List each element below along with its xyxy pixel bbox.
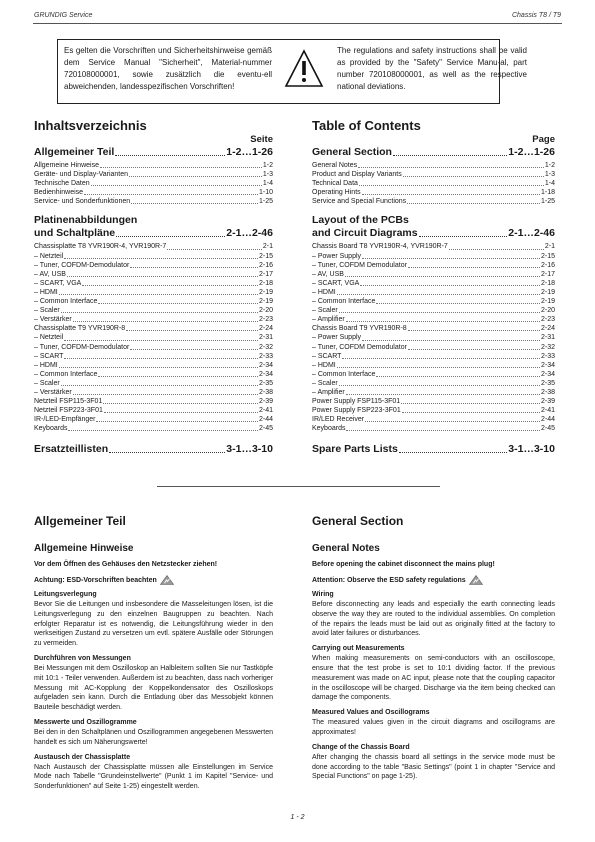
- notes-list: [34, 591, 273, 792]
- toc-entry-page: 2-31: [540, 334, 555, 342]
- toc-entry-leader: [104, 412, 258, 413]
- toc-entry[interactable]: [34, 333, 273, 342]
- note-heading: Durchführen von Messungen: [34, 654, 131, 662]
- toc-entry-page: 1-4: [544, 180, 555, 188]
- toc-entry[interactable]: [312, 379, 555, 388]
- toc-section[interactable]: [34, 443, 273, 456]
- toc-entry[interactable]: [312, 406, 555, 415]
- toc-entry-leader: [98, 376, 258, 377]
- toc-entry[interactable]: [312, 288, 555, 297]
- toc-entry-leader: [449, 249, 544, 250]
- toc-entry-page: 2-1: [262, 243, 273, 251]
- toc-entry-leader: [103, 403, 258, 404]
- mains-plug-warning: Before opening the cabinet disconnect the mains plug!: [312, 561, 495, 568]
- toc-entry-page: 2-41: [258, 407, 273, 415]
- toc-section[interactable]: [34, 146, 273, 159]
- header-brand: GRUNDIG Service: [34, 12, 93, 19]
- note-text: After changing the chassis board all settings in the service mode must be done according to the table "Basic Settings" (point 1 in chapter "Service and Special Functions" on page 1-25).: [312, 753, 555, 781]
- toc-page-label: Seite: [250, 134, 273, 145]
- toc-entry[interactable]: [34, 406, 273, 415]
- toc-entry-leader: [337, 367, 540, 368]
- toc-entry-title: General Notes: [312, 162, 358, 169]
- section-subtitle: General Notes: [312, 543, 380, 554]
- toc-entry-page: 2-18: [258, 279, 273, 287]
- toc-section-pages: 2-1…2-46: [508, 227, 555, 240]
- toc-entry-leader: [362, 194, 540, 195]
- toc-entry-title: IR-/LED-Empfänger: [34, 416, 96, 424]
- toc-entry-page: 2-38: [540, 388, 555, 396]
- toc-section-pages: 3-1…3-10: [226, 443, 273, 456]
- toc-section-title-line1: Layout of the PCBs: [312, 214, 409, 227]
- warning-text-de: Es gelten die Vorschriften und Sicherheitshinweise gemäß dem Service Manual "Sicherheit", Material-nummer 720108000001, sowie zusätzlich die eventu-ell abweichenden, landesspezifischen Vorschriften!: [64, 46, 272, 91]
- toc-entry-leader: [126, 330, 258, 331]
- toc-entry-title: – Amplifier: [312, 316, 345, 324]
- toc-entry[interactable]: [34, 242, 273, 251]
- toc-entry-page: 2-23: [540, 316, 555, 324]
- toc-section-pages: 2-1…2-46: [226, 227, 273, 240]
- toc-entry[interactable]: [312, 188, 555, 197]
- toc-entry-page: 2-35: [258, 379, 273, 387]
- toc-entry-leader: [59, 367, 258, 368]
- toc-entry-title: – Common Interface: [34, 298, 98, 306]
- toc-entry[interactable]: [312, 270, 555, 279]
- toc-entry[interactable]: [312, 333, 555, 342]
- toc-section-pages: 1-2…1-26: [226, 146, 273, 158]
- toc-entry-leader: [64, 340, 258, 341]
- toc-entry-leader: [67, 276, 258, 277]
- toc-entry-page: 1-25: [258, 198, 273, 206]
- esd-attention-text: Achtung: ESD-Vorschriften beachten: [34, 576, 157, 584]
- esd-hand-icon: [469, 575, 483, 585]
- toc-section-title: Spare Parts Lists: [312, 443, 398, 456]
- toc-entry-leader: [131, 203, 258, 204]
- toc-entry-page: 2-19: [540, 298, 555, 306]
- toc-entry-title: Chassis Board T8 YVR190R-4, YVR190R-7: [312, 243, 448, 251]
- toc-entry-title: – Common Interface: [312, 298, 376, 306]
- note-text: Bevor Sie die Leitungen und insbesondere die Masseleitungen lösen, ist die Leitungsverlegung zu den einzelnen Baugruppen zu beachten. Nach erfolgter Reparatur ist es notwendig, die Leitungsführung wieder in den werkseitigen Zustand zu versetzen um evtl. spätere Ausfälle oder Störungen zu vermeiden.: [34, 601, 273, 648]
- toc-entry[interactable]: [312, 179, 555, 188]
- toc-entry-title: – SCART, VGA: [34, 279, 82, 287]
- header-chassis: Chassis T8 / T9: [511, 12, 561, 19]
- toc-entry[interactable]: [34, 261, 273, 270]
- warning-text-en: The regulations and safety instructions shall be valid as provided by the "Safety" Service Manu-al, part number 720108000001, as well as the respective national deviations.: [337, 46, 527, 91]
- toc-list: [312, 161, 555, 206]
- toc-entry-title: Geräte- und Display-Varianten: [34, 171, 129, 179]
- toc-entry-page: 1-3: [262, 171, 273, 179]
- toc-entry[interactable]: [34, 161, 273, 170]
- toc-entry-page: 2-16: [258, 261, 273, 269]
- esd-attention: [34, 575, 273, 585]
- toc-entry[interactable]: [34, 279, 273, 288]
- toc-entry-title: – Scaler: [34, 379, 60, 387]
- toc-entry-title: – HDMI: [312, 288, 336, 296]
- toc-entry-page: 2-33: [258, 352, 273, 360]
- note-text: Nach Austausch der Chassisplatte müssen alle Einstellungen im Service Mode nach Tabelle "Grundeinstellwerte" (Punkt 1 im Kapitel "Service- und Sonderfunktionen" auf Seite 1-25) eingestellt werden.: [34, 763, 273, 791]
- toc-section-title: General Section: [312, 146, 392, 158]
- toc-entry-page: 2-32: [540, 343, 555, 351]
- toc-entry[interactable]: [312, 297, 555, 306]
- toc-entry-title: Service- und Sonderfunktionen: [34, 198, 131, 206]
- toc-title: Inhaltsverzeichnis: [34, 118, 147, 133]
- note-heading: Wiring: [312, 591, 334, 598]
- toc-entry-title: – Netzteil: [34, 334, 64, 342]
- toc-entry-page: 1-3: [544, 171, 555, 179]
- toc-section[interactable]: [34, 227, 273, 240]
- toc-entry-title: Netzteil FSP223-3F01: [34, 407, 103, 415]
- toc-entry-page: 2-41: [540, 407, 555, 415]
- toc-entry[interactable]: [34, 179, 273, 188]
- toc-title: Table of Contents: [312, 118, 421, 133]
- toc-entry-page: 2-16: [540, 261, 555, 269]
- toc-entry-page: 2-18: [540, 279, 555, 287]
- toc-section[interactable]: [312, 146, 555, 159]
- toc-entry[interactable]: [312, 279, 555, 288]
- toc-entry-page: 2-45: [258, 425, 273, 433]
- toc-entry-page: 1-18: [540, 189, 555, 197]
- toc-entry-leader: [362, 258, 540, 259]
- toc-entry-title: – SCART: [34, 352, 64, 360]
- toc-entry[interactable]: [312, 261, 555, 270]
- toc-entry-title: – HDMI: [34, 361, 58, 369]
- section-title: Allgemeiner Teil: [34, 514, 126, 528]
- toc-entry[interactable]: [312, 352, 555, 361]
- toc-entry-title: Technische Daten: [34, 180, 90, 188]
- toc-entry-page: 2-15: [540, 252, 555, 260]
- toc-entry-leader: [73, 394, 258, 395]
- toc-entry[interactable]: [312, 306, 555, 315]
- toc-section-title-line1: Platinenabbildungen: [34, 214, 138, 227]
- toc-entry-title: – Tuner, COFDM Demodulator: [312, 343, 407, 351]
- toc-list: [34, 161, 273, 206]
- note-text: Before disconnecting any leads and especially the earth connecting leads observe the way they are routed to the individual assemblies. On completion of the repairs the leads must be laid out as originally fitted at the factory to avoid later failures or disturbances.: [312, 601, 555, 638]
- toc-entry-title: Power Supply FSP115-3F01: [312, 398, 401, 406]
- toc-entry-title: – Scaler: [312, 307, 338, 315]
- toc-entry-title: Product and Display Variants: [312, 171, 402, 179]
- safety-warning-box: [57, 39, 527, 104]
- toc-entry-title: – Scaler: [312, 379, 338, 387]
- toc-entry-leader: [376, 303, 540, 304]
- toc-entry-page: 1-2: [262, 162, 273, 169]
- note-heading: Carrying out Measurements: [312, 645, 405, 653]
- toc-entry-page: 2-17: [540, 270, 555, 278]
- toc-german: [34, 118, 273, 456]
- toc-section[interactable]: [312, 227, 555, 240]
- toc-entry[interactable]: [312, 170, 555, 179]
- toc-entry-title: – SCART, VGA: [312, 279, 360, 287]
- toc-entry-title: – AV, USB: [312, 270, 344, 278]
- toc-entry-page: 2-39: [540, 398, 555, 406]
- toc-entry[interactable]: [34, 424, 273, 433]
- toc-entry-leader: [342, 358, 540, 359]
- toc-entry-leader: [359, 185, 544, 186]
- toc-entry-title: – Tuner, COFDM Demodulator: [312, 261, 407, 269]
- toc-entry-title: – SCART: [312, 352, 342, 360]
- toc-entry[interactable]: [34, 288, 273, 297]
- toc-entry-leader: [59, 294, 258, 295]
- note-text: Bei den in den Schaltplänen und Oszillogrammen angegebenen Messwerten handelt es sich um Näherungswerte!: [34, 728, 273, 746]
- toc-entry-title: Chassis Board T9 YVR190R-8: [312, 325, 407, 333]
- toc-entry-page: 1-25: [540, 198, 555, 206]
- toc-entry-page: 2-32: [258, 343, 273, 351]
- toc-entry-leader: [408, 349, 540, 350]
- toc-section-pages: 3-1…3-10: [508, 443, 555, 456]
- toc-entry[interactable]: [34, 252, 273, 261]
- page-number: 1 - 2: [290, 814, 305, 821]
- toc-entry-leader: [130, 349, 258, 350]
- toc-entry[interactable]: [34, 343, 273, 352]
- toc-entry-title: Netzteil FSP115-3F01: [34, 398, 103, 406]
- toc-entry-title: – Tuner, COFDM-Demodulator: [34, 261, 130, 269]
- esd-attention-text: Attention: Observe the ESD safety regulations: [312, 576, 466, 584]
- toc-entry-leader: [64, 258, 258, 259]
- toc-entry-title: – AV, USB: [34, 270, 66, 278]
- toc-entry-page: 2-39: [258, 398, 273, 406]
- toc-entry-title: Technical Data: [312, 180, 358, 188]
- toc-entry-page: 2-38: [258, 388, 273, 396]
- toc-entry-leader: [345, 276, 540, 277]
- warning-triangle-icon: [284, 49, 324, 89]
- notes-list: [312, 591, 555, 782]
- toc-entry-leader: [96, 421, 258, 422]
- toc-entry-title: Keyboards: [34, 425, 68, 433]
- toc-entry[interactable]: [34, 415, 273, 424]
- toc-page-label: Page: [532, 134, 555, 145]
- toc-entry-page: 2-33: [540, 352, 555, 360]
- toc-entry[interactable]: [312, 161, 555, 170]
- toc-entry[interactable]: [312, 343, 555, 352]
- toc-entry[interactable]: [34, 270, 273, 279]
- toc-entry[interactable]: [312, 242, 555, 251]
- toc-entry-leader: [167, 249, 262, 250]
- mains-plug-warning: Vor dem Öffnen des Gehäuses den Netzstecker ziehen!: [34, 561, 218, 568]
- toc-entry-page: 1-10: [258, 189, 273, 197]
- toc-entry-leader: [408, 330, 540, 331]
- toc-entry-page: 2-20: [258, 307, 273, 315]
- toc-section[interactable]: [312, 443, 555, 456]
- section-divider: [157, 486, 440, 487]
- toc-entry-leader: [337, 294, 540, 295]
- toc-entry[interactable]: [312, 324, 555, 333]
- toc-entry-leader: [100, 167, 262, 168]
- toc-entry[interactable]: [34, 188, 273, 197]
- toc-entry-page: 2-1: [544, 243, 555, 251]
- toc-entry-leader: [407, 203, 540, 204]
- toc-entry-leader: [346, 430, 540, 431]
- toc-entry[interactable]: [312, 415, 555, 424]
- toc-entry-page: 2-45: [540, 425, 555, 433]
- toc-entry-leader: [91, 185, 262, 186]
- toc-entry-title: Operating Hints: [312, 189, 361, 197]
- general-section-english: [312, 514, 555, 782]
- header-divider: [33, 23, 562, 24]
- toc-entry-leader: [129, 176, 262, 177]
- toc-entry-leader: [61, 385, 258, 386]
- toc-entry-page: 2-23: [258, 316, 273, 324]
- toc-entry-title: IR/LED Receiver: [312, 416, 365, 424]
- toc-entry-leader: [376, 376, 540, 377]
- toc-entry-page: 2-19: [258, 288, 273, 296]
- toc-section-title: und Schaltpläne: [34, 227, 116, 240]
- toc-entry-leader: [130, 267, 258, 268]
- toc-entry-title: Power Supply FSP223-3F01: [312, 407, 401, 415]
- toc-entry-leader: [365, 421, 540, 422]
- toc-entry[interactable]: [312, 424, 555, 433]
- toc-entry-title: Chassisplatte T9 YVR190R-8: [34, 325, 126, 333]
- toc-entry-title: Keyboards: [312, 425, 346, 433]
- toc-entry-leader: [403, 176, 544, 177]
- toc-entry-leader: [98, 303, 258, 304]
- toc-entry-title: Allgemeine Hinweise: [34, 162, 99, 169]
- toc-entry-leader: [61, 312, 258, 313]
- toc-list: [34, 242, 273, 433]
- toc-entry-title: – Tuner, COFDM-Demodulator: [34, 343, 130, 351]
- toc-entry-leader: [84, 194, 258, 195]
- toc-entry-title: – Netzteil: [34, 252, 64, 260]
- toc-entry-page: 2-34: [258, 361, 273, 369]
- toc-entry[interactable]: [312, 252, 555, 261]
- toc-entry-title: Chassisplatte T8 YVR190R-4, YVR190R-7: [34, 243, 167, 251]
- note-heading: Leitungsverlegung: [34, 591, 97, 598]
- toc-entry-title: – Common Interface: [312, 370, 376, 378]
- toc-entry-leader: [346, 321, 540, 322]
- toc-entry[interactable]: [34, 170, 273, 179]
- toc-entry[interactable]: [34, 352, 273, 361]
- toc-entry-leader: [358, 167, 544, 168]
- toc-entry-page: 1-2: [544, 162, 555, 169]
- toc-entry-title: – Common Interface: [34, 370, 98, 378]
- toc-list: [312, 242, 555, 433]
- toc-entry-title: – HDMI: [312, 361, 336, 369]
- note-text: When making measurements on semi-conductors with an oscilloscope, ensure that the test probe is set to 10:1 dividing factor. If the previous measurement was made on AC input, please note that the coupling capacitor in the oscilloscope will be charged. Discharge via the item being checked can damage the components.: [312, 655, 555, 702]
- toc-entry-title: – Verstärker: [34, 388, 72, 396]
- general-section-german: [34, 514, 273, 792]
- toc-entry[interactable]: [34, 197, 273, 206]
- toc-entry-leader: [339, 312, 540, 313]
- toc-entry[interactable]: [312, 315, 555, 324]
- toc-entry-page: 2-19: [258, 298, 273, 306]
- note-heading: Austausch der Chassisplatte: [34, 753, 131, 761]
- note-text: The measured values given in the circuit diagrams and oscillograms are approximates!: [312, 719, 555, 736]
- toc-entry-leader: [408, 267, 540, 268]
- toc-entry-leader: [73, 321, 258, 322]
- toc-entry[interactable]: [312, 397, 555, 406]
- toc-entry-page: 2-34: [540, 361, 555, 369]
- toc-section-title: Ersatzteillisten: [34, 443, 109, 456]
- toc-entry[interactable]: [312, 388, 555, 397]
- section-subtitle: Allgemeine Hinweise: [34, 543, 134, 554]
- toc-entry-page: 2-44: [540, 416, 555, 424]
- toc-entry-title: – Verstärker: [34, 316, 72, 324]
- toc-entry[interactable]: [312, 361, 555, 370]
- toc-entry-title: – Amplifier: [312, 388, 345, 396]
- esd-hand-icon: [160, 575, 174, 585]
- toc-entry[interactable]: [312, 197, 555, 206]
- toc-entry-title: Service and Special Functions: [312, 198, 407, 206]
- toc-entry[interactable]: [34, 361, 273, 370]
- toc-section-pages: 1-2…1-26: [508, 146, 555, 158]
- toc-entry-page: 2-35: [540, 379, 555, 387]
- toc-entry[interactable]: [34, 397, 273, 406]
- toc-entry[interactable]: [34, 315, 273, 324]
- toc-section-title: Allgemeiner Teil: [34, 146, 115, 158]
- toc-entry-title: – HDMI: [34, 288, 58, 296]
- toc-section-title: and Circuit Diagrams: [312, 227, 418, 240]
- note-heading: Messwerte und Oszillogramme: [34, 718, 137, 726]
- toc-entry-page: 2-24: [258, 325, 273, 333]
- toc-entry-leader: [401, 403, 540, 404]
- toc-entry[interactable]: [34, 324, 273, 333]
- toc-entry-leader: [346, 394, 540, 395]
- toc-entry-page: 2-34: [540, 370, 555, 378]
- section-title: General Section: [312, 514, 404, 528]
- note-heading: Change of the Chassis Board: [312, 743, 410, 751]
- note-heading: Measured Values and Oscillograms: [312, 709, 430, 717]
- toc-entry-leader: [68, 430, 258, 431]
- toc-entry-leader: [360, 285, 540, 286]
- toc-entry[interactable]: [34, 379, 273, 388]
- toc-entry-title: – Scaler: [34, 307, 60, 315]
- toc-entry-page: 2-15: [258, 252, 273, 260]
- toc-entry[interactable]: [34, 306, 273, 315]
- toc-entry-title: Bedienhinweise: [34, 189, 84, 197]
- toc-entry-page: 2-24: [540, 325, 555, 333]
- toc-entry-page: 2-19: [540, 288, 555, 296]
- toc-entry-leader: [82, 285, 258, 286]
- toc-entry[interactable]: [34, 370, 273, 379]
- toc-entry-leader: [402, 412, 540, 413]
- toc-entry-page: 2-31: [258, 334, 273, 342]
- toc-entry[interactable]: [312, 370, 555, 379]
- note-text: Bei Messungen mit dem Oszilloskop an Halbleitern sollten Sie nur Tastköpfe mit 10:1 - Teiler verwenden. Außerdem ist zu beachten, dass nach vorheriger Messung mit AC-Kopplung der Koppelkondensator des Oszilloskops aufgeladen sein kann. Durch die Entladung über das Messobjekt können Bauteile beschädigt werden.: [34, 664, 273, 712]
- toc-entry-leader: [64, 358, 258, 359]
- toc-entry-title: – Power Supply: [312, 334, 362, 342]
- toc-entry-title: – Power Supply: [312, 252, 362, 260]
- esd-attention: [312, 575, 555, 585]
- toc-entry[interactable]: [34, 388, 273, 397]
- toc-entry-page: 2-44: [258, 416, 273, 424]
- toc-entry[interactable]: [34, 297, 273, 306]
- toc-entry-leader: [362, 340, 540, 341]
- toc-english: [312, 118, 555, 456]
- toc-entry-page: 2-20: [540, 307, 555, 315]
- toc-entry-page: 2-34: [258, 370, 273, 378]
- toc-entry-page: 2-17: [258, 270, 273, 278]
- toc-entry-leader: [339, 385, 540, 386]
- toc-entry-page: 1-4: [262, 180, 273, 188]
